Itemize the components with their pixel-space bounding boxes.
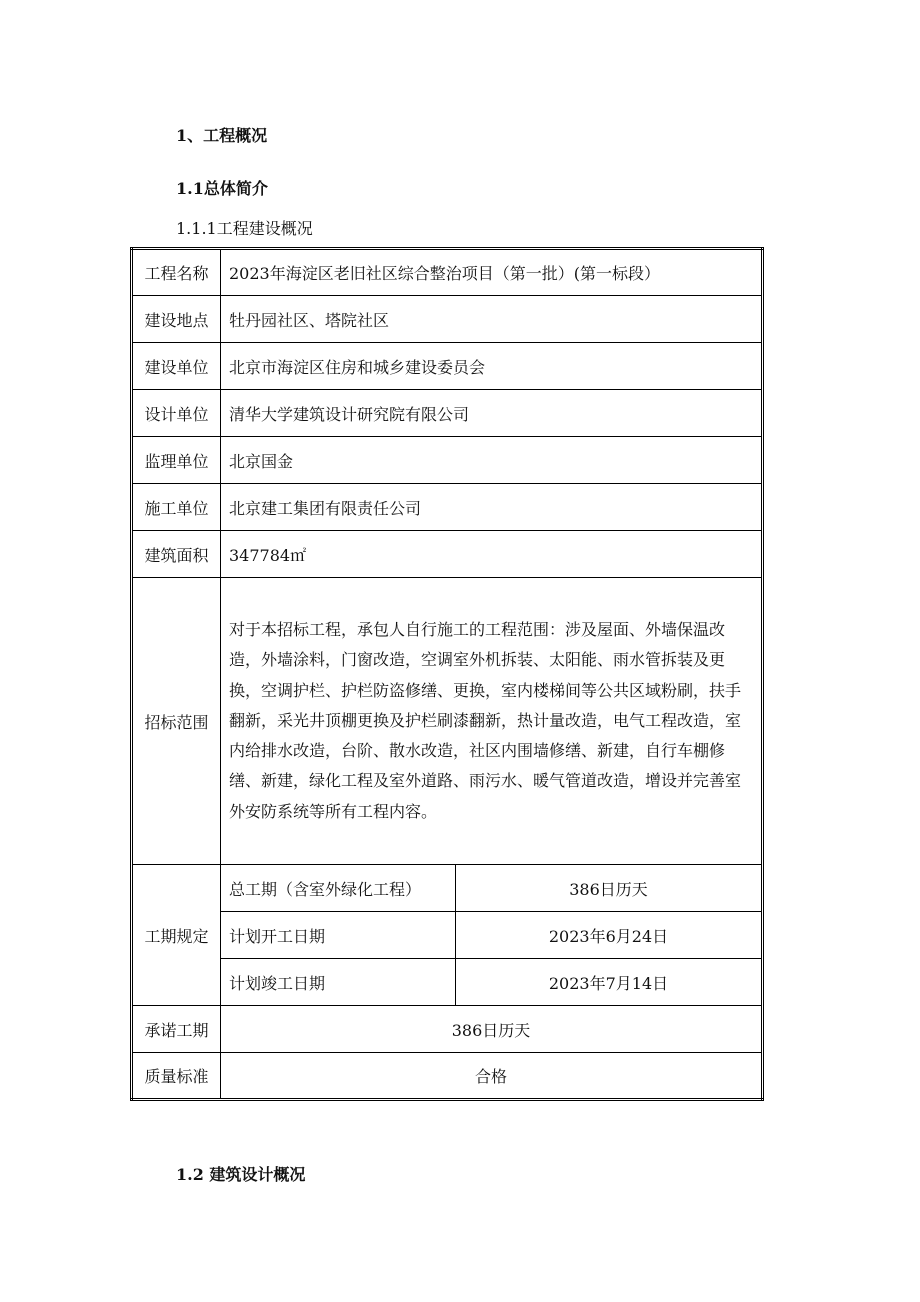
row-label: 建筑面积: [132, 531, 221, 578]
sub-subsection-heading: 1.1.1工程建设概况: [176, 219, 313, 238]
table-row: [132, 531, 763, 578]
schedule-item-name: 计划开工日期: [221, 912, 456, 959]
row-label: 建设地点: [132, 296, 221, 343]
promise-row: [132, 1006, 763, 1053]
table-row: [132, 343, 763, 390]
schedule-item-name: 总工期（含室外绿化工程）: [221, 865, 456, 912]
row-label: 监理单位: [132, 437, 221, 484]
scope-label: 招标范围: [132, 578, 221, 865]
promise-label: 承诺工期: [132, 1006, 221, 1053]
table-row: [132, 437, 763, 484]
table-row: [132, 390, 763, 437]
row-label: 设计单位: [132, 390, 221, 437]
table-row: [132, 249, 763, 296]
schedule-item-value: 2023年7月14日: [456, 959, 763, 1006]
schedule-label: 工期规定: [132, 865, 221, 1006]
subsection-heading: 1.1总体简介: [176, 179, 268, 198]
table-row: [132, 484, 763, 531]
row-value: 347784㎡: [221, 531, 763, 578]
row-value: 牡丹园社区、塔院社区: [221, 296, 763, 343]
row-value: 北京国金: [221, 437, 763, 484]
row-value: 北京市海淀区住房和城乡建设委员会: [221, 343, 763, 390]
promise-value: 386日历天: [221, 1006, 763, 1053]
schedule-row: [132, 912, 763, 959]
row-value: 2023年海淀区老旧社区综合整治项目（第一批）(第一标段）: [221, 249, 763, 296]
row-value: 清华大学建筑设计研究院有限公司: [221, 390, 763, 437]
quality-label: 质量标准: [132, 1053, 221, 1100]
schedule-item-name: 计划竣工日期: [221, 959, 456, 1006]
scope-text: 对于本招标工程，承包人自行施工的工程范围：涉及屋面、外墙保温改造，外墙涂料，门窗改造，空调室外机拆装、太阳能、雨水管拆装及更换，空调护栏、护栏防盗修缮、更换，室内楼梯间等公共区域粉刷，扶手翻新，采光井顶棚更换及护栏刷漆翻新，热计量改造，电气工程改造，室内给排水改造，台阶、散水改造，社区内围墙修缮、新建，自行车棚修缮、新建，绿化工程及室外道路、雨污水、暖气管道改造，增设并完善室外安防系统等所有工程内容。: [221, 578, 763, 865]
section-heading: 1、工程概况: [176, 126, 268, 145]
schedule-item-value: 2023年6月24日: [456, 912, 763, 959]
table-row: [132, 296, 763, 343]
schedule-row: [132, 959, 763, 1006]
row-label: 工程名称: [132, 249, 221, 296]
schedule-item-value: 386日历天: [456, 865, 763, 912]
scope-row: [132, 578, 763, 865]
row-value: 北京建工集团有限责任公司: [221, 484, 763, 531]
row-label: 施工单位: [132, 484, 221, 531]
schedule-row: [132, 865, 763, 912]
quality-value: 合格: [221, 1053, 763, 1100]
quality-row: [132, 1053, 763, 1100]
section-heading-design: 1.2 建筑设计概况: [176, 1165, 306, 1184]
row-label: 建设单位: [132, 343, 221, 390]
project-overview-table: [130, 247, 764, 1101]
